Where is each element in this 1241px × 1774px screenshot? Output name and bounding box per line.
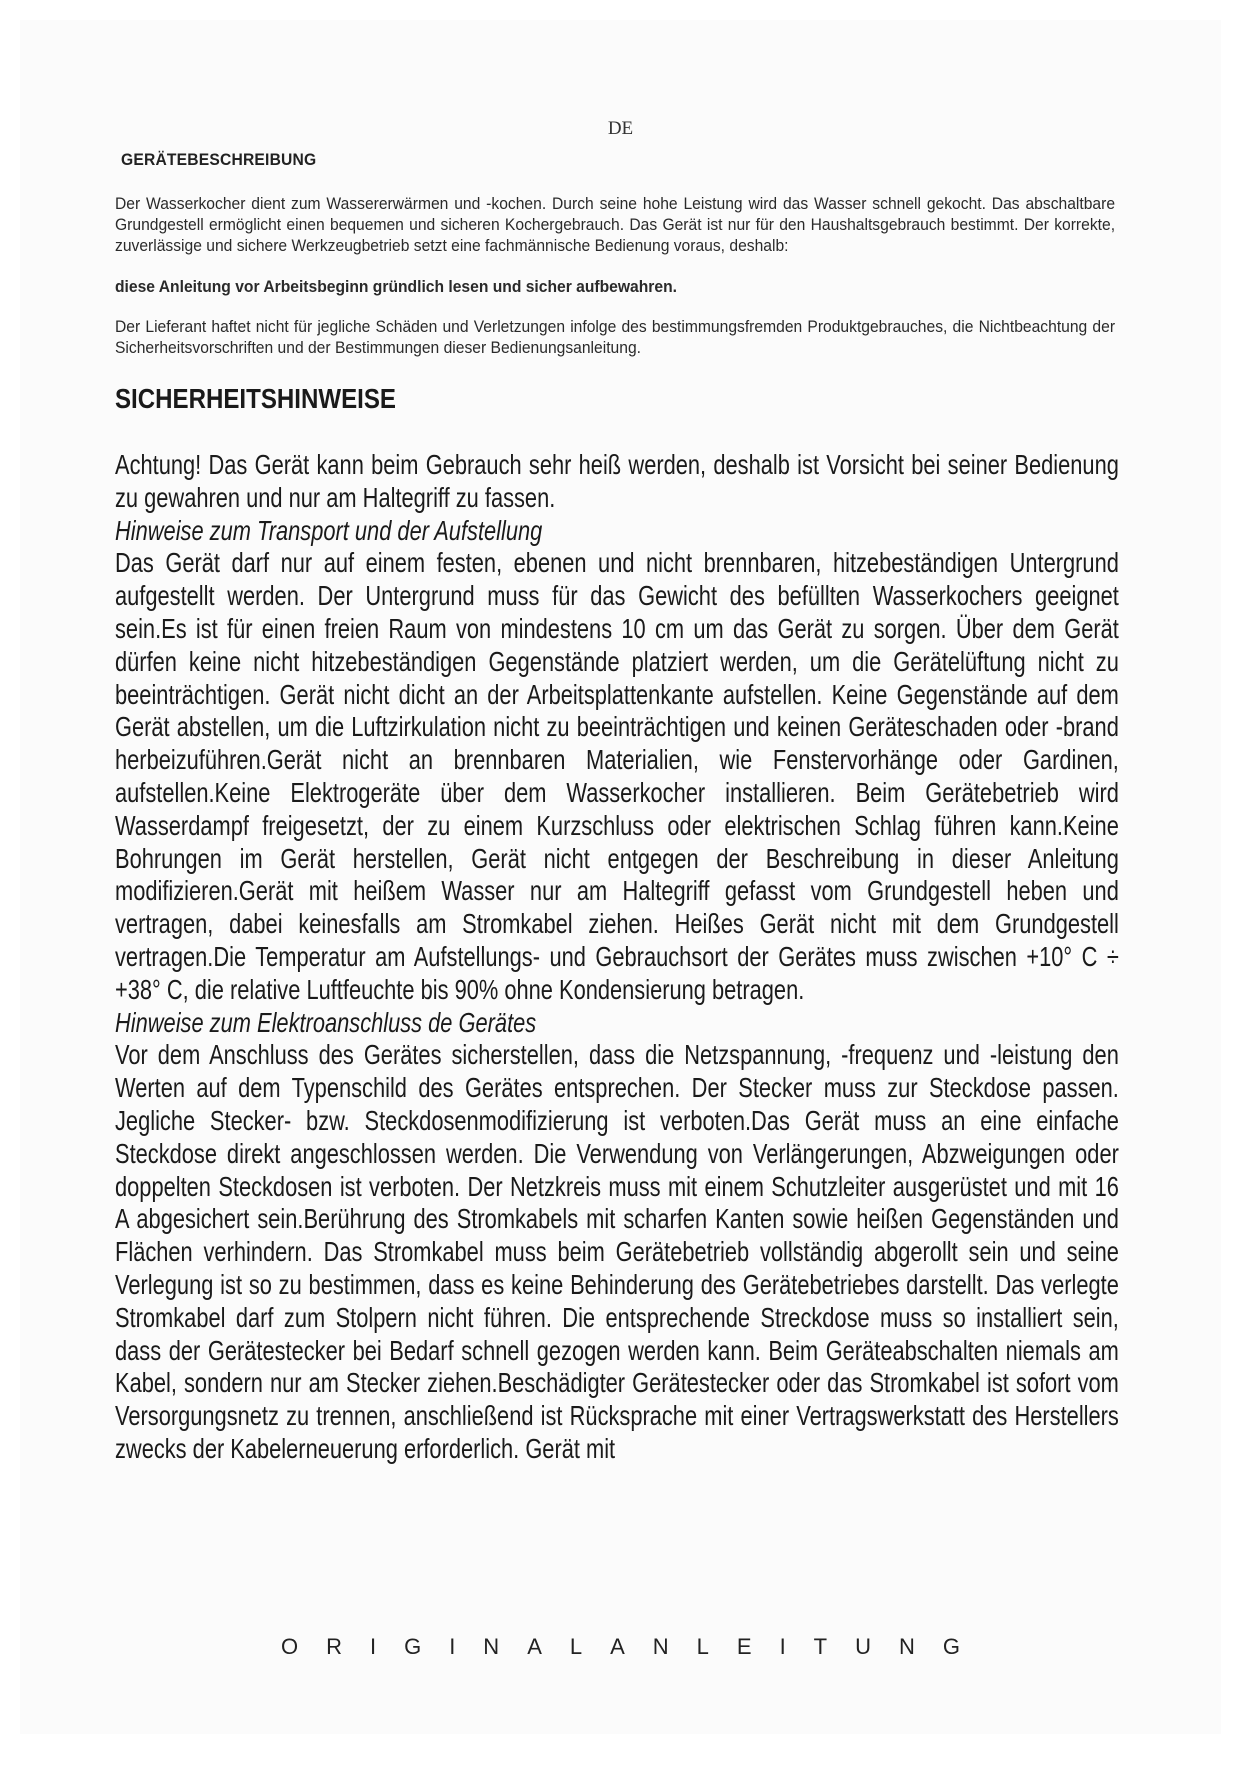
safety-heading: SICHERHEITSHINWEISE: [115, 383, 396, 414]
transport-subheading: Hinweise zum Transport und der Aufstellung: [115, 514, 543, 546]
footer-original-instructions: ORIGINALANLEITUNG: [280, 1634, 989, 1659]
transport-paragraph: Das Gerät darf nur auf einem festen, ebenen und nicht brennbaren, hitzebeständigen Untergrund aufgestellt werden. Der Untergrund muss für das Gewicht des befüllten Wasserkochers geeignet sein.Es ist für einen freien Raum von mindestens 10 cm um das Gerät zu sorgen. Über dem Gerät dürfen keine nicht hitzebeständigen Gegenstände platziert werden, um die Gerätelüftung nicht zu beeinträchtigen. Gerät nicht dicht an der Arbeitsplattenkante aufstellen. Keine Gegenstände auf dem Gerät abstellen, um die Luftzirkulation nicht zu beeinträchtigen und keinen Geräteschaden oder -brand herbeizuführen.Gerät nicht an brennbaren Materialien, wie Fenstervorhänge oder Gardinen, aufstellen.Keine Elektrogeräte über dem Wasserkocher installieren. Beim Gerätebetrieb wird Wasserdampf freigesetzt, der zu einem Kurzschluss oder elektrischen Schlag führen kann.Keine Bohrungen im Gerät herstellen, Gerät nicht entgegen der Beschreibung in dieser Anleitung modifizieren.Gerät mit heißem Wasser nur am Haltegriff gefasst vom Grundgestell heben und vertragen, dabei keinesfalls am Stromkabel ziehen. Heißes Gerät nicht mit dem Grundgestell vertragen.Die Temperatur am Aufstellungs- und Gebrauchsort der Gerätes muss zwischen +10° C ÷ +38° C, die relative Luftfeuchte bis 90% ohne Kondensierung betragen.: [115, 547, 1119, 1005]
language-code: DE: [607, 118, 634, 139]
page-content: [115, 150, 1145, 1466]
electrical-subheading: Hinweise zum Elektroanschluss de Gerätes: [115, 1006, 537, 1038]
manual-page: [20, 20, 1221, 1734]
description-paragraph: Der Wasserkocher dient zum Wassererwärmen und -kochen. Durch seine hohe Leistung wird das Wasser schnell gekocht. Das abschaltbare Grundgestell ermöglicht einen bequemen und sicheren Kochergebrauch. Das Gerät ist nur für den Haushaltsgebrauch bestimmt. Der korrekte, zuverlässige und sichere Werkzeugbetrieb setzt eine fachmännische Bedienung voraus, deshalb:: [115, 194, 1116, 255]
electrical-paragraph: Vor dem Anschluss des Gerätes sicherstellen, dass die Netzspannung, -frequenz und -leistung den Werten auf dem Typenschild des Gerätes entsprechen. Der Stecker muss zur Steckdose passen. Jegliche Stecker- bzw. Steckdosenmodifizierung ist verboten.Das Gerät muss an eine einfache Steckdose direkt angeschlossen werden. Die Verwendung von Verlängerungen, Abzweigungen oder doppelten Steckdosen ist verboten. Der Netzkreis muss mit einem Schutzleiter ausgerüstet und mit 16 A abgesichert sein.Berührung des Stromkabels mit scharfen Kanten sowie heißen Gegenständen und Flächen verhindern. Das Stromkabel muss beim Gerätebetrieb vollständig abgerollt sein und seine Verlegung ist so zu bestimmen, dass es keine Behinderung des Gerätebetriebes darstellt. Das verlegte Stromkabel darf zum Stolpern nicht führen. Die entsprechende Streckdose muss so installiert sein, dass der Gerätestecker bei Bedarf schnell gezogen werden kann. Beim Geräteabschalten niemals am Kabel, sondern nur am Stecker ziehen.Beschädigter Gerätestecker oder das Stromkabel ist sofort vom Versorgungsnetz zu trennen, anschließend ist Rücksprache mit einer Vertragswerkstatt des Herstellers zwecks der Kabelerneuerung erforderlich. Gerät mit: [115, 1039, 1119, 1464]
read-instructions-notice: diese Anleitung vor Arbeitsbeginn gründlich lesen und sicher aufbewahren.: [115, 277, 677, 296]
device-description-heading: GERÄTEBESCHREIBUNG: [121, 150, 317, 169]
warning-paragraph: Achtung! Das Gerät kann beim Gebrauch sehr heiß werden, deshalb ist Vorsicht bei seiner Bedienung zu gewahren und nur am Haltegriff zu fassen.: [115, 449, 1119, 513]
liability-paragraph: Der Lieferant haftet nicht für jegliche Schäden und Verletzungen infolge des bestimmungsfremden Produktgebrauches, die Nichtbeachtung der Sicherheitsvorschriften und der Bestimmungen dieser Bedienungsanleitung.: [115, 317, 1116, 357]
